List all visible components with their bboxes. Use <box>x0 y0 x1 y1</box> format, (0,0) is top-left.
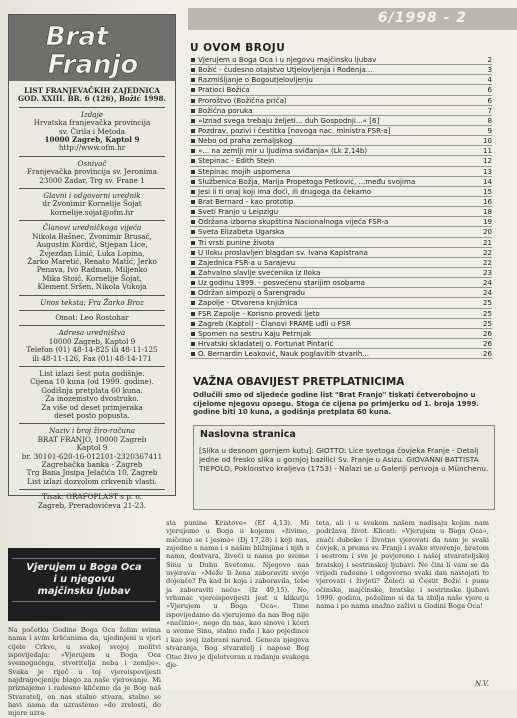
toc-bullet-icon <box>191 200 195 204</box>
pricing-line: Za inozemstvo dvostruko. <box>45 394 139 404</box>
toc-bullet-icon <box>191 170 195 174</box>
toc-item-page: 11 <box>482 146 492 156</box>
board-line: Zvjezdan Linić, Luka Lopina, <box>39 248 145 258</box>
publisher-label: Izdaje <box>81 109 103 119</box>
toc-item <box>190 248 492 258</box>
toc-item-title: Razmišljanje o Bogoutjelovljenju <box>198 75 313 85</box>
toc-item-page: 15 <box>482 186 492 196</box>
toc-item-title: Službenica Božja, Marija Propetoga Petković, ...među svojima <box>198 176 416 186</box>
toc-item <box>190 146 492 156</box>
publisher-line: Hrvatska franjevačka provincija <box>33 118 151 128</box>
toc-bullet-icon <box>191 342 195 346</box>
toc-item-title: Stepinac - Edith Stein <box>198 156 275 166</box>
pricing-line: List izlazi šest puta godišnje. <box>39 368 145 378</box>
toc-item <box>190 227 492 237</box>
board-line: Klement Sršen, Nikola Vukoja <box>37 282 147 292</box>
cover-design: Omot: Leo Rostohar <box>55 312 129 322</box>
toc-item <box>190 217 492 227</box>
issue-number: 6/1998 - 2 <box>377 10 467 26</box>
toc-item-page: 24 <box>482 278 492 288</box>
toc-item-page: 22 <box>482 257 492 267</box>
print-line: Zagreb, Preradovićeva 21-23. <box>37 500 147 510</box>
toc-bullet-icon <box>191 271 195 275</box>
toc-item <box>190 106 492 116</box>
toc-item-title: Uz godinu 1999. - posvećenu starijim osobama <box>198 278 366 288</box>
article-heading-line: Vjerujem u Boga Oca <box>26 562 142 573</box>
toc-bullet-icon <box>191 220 195 224</box>
toc-bullet-icon <box>191 119 195 123</box>
toc-item-title: Pozdrav, pozivi i čestitka [novoga nac. ministra FSR-a] <box>198 125 391 135</box>
toc-item-title: Stepinac mojih uspomena <box>198 166 291 176</box>
toc-item-title: Spomen na sestru Kaju Petrnjak <box>198 328 312 338</box>
logo-text-line2: Franjo <box>47 50 139 80</box>
toc-item-page: 26 <box>482 349 492 359</box>
toc-item-page: 21 <box>482 237 492 247</box>
toc-item-page: 7 <box>487 105 492 115</box>
toc-item-title: Božićna poruka <box>198 105 253 115</box>
toc-item-title: Hrvatski skladatelj o. Fortunat Pintarić <box>198 338 334 348</box>
toc-bullet-icon <box>191 88 195 92</box>
toc-item <box>190 197 492 207</box>
toc-item <box>190 116 492 126</box>
notice-title: VAŽNA OBAVIJEST PRETPLATNICIMA <box>193 376 405 388</box>
toc-item-title: U Iloku proslavljen blagdan sv. Ivana Kapistrana <box>198 247 368 257</box>
address-line: ili 48-11-126, Fax (01) 48-14-171 <box>32 353 152 363</box>
toc-item-title: Brat Bernard - kao prototip <box>198 196 294 206</box>
toc-item-title: Pratioci Božića <box>198 85 250 95</box>
toc-item-page: 25 <box>482 298 492 308</box>
toc-item-title: Zahvalno slavlje svećenika iz Iloka <box>198 267 321 277</box>
publisher-line: sv. Ćirila i Metoda <box>58 126 126 136</box>
toc-item <box>190 288 492 298</box>
toc-bullet-icon <box>191 99 195 103</box>
toc-item-page: 9 <box>487 125 492 135</box>
pricing-line: Cijena 10 kuna (od 1999. godine). <box>30 377 154 387</box>
toc-item-title: O. Bernardin Leaković, Nauk poglavitih stvarih... <box>198 349 370 359</box>
toc-item <box>190 65 492 75</box>
toc-bullet-icon <box>191 261 195 265</box>
toc-item-page: 8 <box>487 115 492 125</box>
toc-item <box>190 349 492 359</box>
toc-bullet-icon <box>191 159 195 163</box>
masthead-text <box>13 87 171 510</box>
pricing-line: Za više od deset primjeraka <box>41 402 143 412</box>
board-label: Članovi uredničkoga vijeća <box>42 223 142 233</box>
article-heading-line: i u njegovu <box>53 574 115 585</box>
toc-item-page: 3 <box>487 65 492 75</box>
account-line: Zagrebačka banka - Zagreb <box>41 460 143 470</box>
toc-item <box>190 319 492 329</box>
toc-item-page: 26 <box>482 338 492 348</box>
founder-line: Franjevačka provincija sv. Jeronima <box>27 167 157 177</box>
toc-item <box>190 339 492 349</box>
toc-item-page: 6 <box>487 95 492 105</box>
toc-item-page: 23 <box>482 267 492 277</box>
toc-item-page: 2 <box>487 55 492 64</box>
masthead-subtitle: LIST FRANJEVAČKIH ZAJEDNICA <box>24 86 160 95</box>
toc-item-title: Sveti Franjo u Leipzigu <box>198 207 279 217</box>
toc-item-title: Zapolje - Otvorena knjižnica <box>198 298 298 308</box>
board-line: Penava, Ivo Radman, Miljenko <box>36 265 148 275</box>
toc-bullet-icon <box>191 241 195 245</box>
toc-item-page: 16 <box>482 196 492 206</box>
toc-item <box>190 85 492 95</box>
toc-item-title: FSR Zapolje - Korisno provedi ljeto <box>198 308 320 318</box>
toc-item-title: Tri vrsti punine života <box>198 237 275 247</box>
publisher-line: http://www.ofm.hr <box>58 143 126 153</box>
toc-bullet-icon <box>191 68 195 72</box>
toc-item-title: Održana izborna skupština Nacionalnoga vijeća FSR-a <box>198 217 389 227</box>
toc-item-title: Zagreb (Kaptol) - Članovi FRAME uđli u FSR <box>198 318 351 328</box>
toc-item-page: 20 <box>482 227 492 237</box>
toc-item-title: Proroštvo (Božićna priča) <box>198 95 287 105</box>
toc-item <box>190 156 492 166</box>
toc-bullet-icon <box>191 109 195 113</box>
article-heading <box>8 548 160 621</box>
toc-item-title: Sveta Elizabeta Ugarska <box>198 227 285 237</box>
toc-item-page: 26 <box>482 328 492 338</box>
address-line: Telefon (01) 48-14-825 ili 48-11-125 <box>26 345 158 355</box>
cover-body: [Slika u desnom gornjem kutu]: GIOTTO: Lice svetoga čovjeka Franje - Detalj jedne od fresko slika u gornjoj bazilici Sv. Franje u Asizu. GIOVANNI BATTISTA TIEPOLO, Poklonstvo kraljeva (1753) - Nalazi se u Galeriji perivoja u Münchenu. <box>199 446 489 474</box>
toc-item <box>190 126 492 136</box>
toc-bullet-icon <box>191 301 195 305</box>
toc-bullet-icon <box>191 149 195 153</box>
board-line: Augustin Kordić, Stjepan Lice, <box>36 240 148 250</box>
toc-item-title: Jesi li ti onaj koji ima doći, ili drugoga da čekamo <box>198 186 372 196</box>
toc-item <box>190 187 492 197</box>
toc-item <box>190 258 492 268</box>
pricing-line: Godišnja pretplata 60 kuna. <box>41 385 143 395</box>
toc-item-page: 18 <box>482 207 492 217</box>
print-line: Tisak: GRAFOPLAST s p. o. <box>42 492 142 502</box>
address-line: 10000 Zagreb, Kaptol 9 <box>48 336 136 346</box>
toc-bullet-icon <box>191 332 195 336</box>
toc-bullet-icon <box>191 291 195 295</box>
toc-item-title: Božić - čudesno otajstvo Utjelovljenja i Rođenja... <box>198 65 373 75</box>
toc-item <box>190 268 492 278</box>
pricing-line: deset posto popusta. <box>54 411 130 420</box>
toc-bullet-icon <box>191 139 195 143</box>
toc-item-title: Nebo od praha zemaljskog <box>198 136 293 146</box>
publisher-line: 10000 Zagreb, Kaptol 9 <box>44 135 140 145</box>
toc-bullet-icon <box>191 180 195 184</box>
toc-bullet-icon <box>191 230 195 234</box>
account-line: Kaptol 9 <box>76 443 108 453</box>
board-line: Žarko Maretić, Renato Matić, Jerko <box>27 256 157 266</box>
toc-item <box>190 167 492 177</box>
toc-bullet-icon <box>191 352 195 356</box>
editor-label: Glavni i odgovorni urednik <box>43 191 141 201</box>
logo-text-line1: Brat <box>45 22 109 52</box>
toc-item-page: 4 <box>487 75 492 85</box>
toc-item-title: »Iznad svega trebaju željeti... duh Gospodnji...« [6] <box>198 115 380 125</box>
article-heading-line: majčinsku ljubav <box>37 586 131 597</box>
toc-bullet-icon <box>191 210 195 214</box>
address-label: Adresa uredništva <box>58 328 126 338</box>
board-line: Nikola Bašnec, Zvonimir Brusač, <box>32 231 152 241</box>
toc-item-page: 25 <box>482 318 492 328</box>
toc-item-page: 14 <box>482 176 492 186</box>
toc-item <box>190 55 492 65</box>
toc-bullet-icon <box>191 251 195 255</box>
toc-item <box>190 298 492 308</box>
toc-bullet-icon <box>191 281 195 285</box>
cover-title: Naslovna stranica <box>200 429 296 440</box>
toc-bullet-icon <box>191 312 195 316</box>
toc-item <box>190 136 492 146</box>
toc-item-title: Vjerujem u Boga Oca i u njegovu majčinsku ljubav <box>198 55 377 64</box>
article-column-1: Na početku Godine Boga Oca želim svima nama i svim kršćanima da, ujedinjeni u vjeri cijele Crkve, u svakoj svojoj molitvi ispovijedaju: »Vjerujem u Boga Oca svemogućega, stvoritelja neba i zemlje«. Svaka je riječ u toj vjeroispovijesti najdragocjenije blago za naše vjerovanje. Mi priznajemo i radosno kličemo da je Bog naš Stvaratelj, on nas stalno stvara, stalno se bavi nama da uzrastemo »do zrelosti, do mjere uzra- <box>8 626 161 718</box>
toc-bullet-icon <box>191 322 195 326</box>
toc-bullet-icon <box>191 190 195 194</box>
article-signature: N.V. <box>475 680 489 688</box>
account-label: Naziv i broj žiro-računa <box>48 426 136 436</box>
account-line: List izlazi dozvolom crkvenih vlasti. <box>27 476 157 486</box>
notice-body: Odlučili smo od sljedeće godine list "Brat Franjo" tiskati četverobojno u cijelome njegovu opsegu. Stoga će cijena po primjerku od 1. broja 1999. godine biti 10 kuna, a godišnja pretplata 60 kuna. <box>193 391 479 417</box>
cover-info-box <box>193 425 495 510</box>
brat-franjo-logo <box>9 15 175 81</box>
account-line: Trg Bana Josipa Jelačića 10, Zagreb <box>26 468 158 478</box>
article-column-3: teta, ali i u svakom našem nadisaju kojim nam podržava život. Klicati: »Vjerujem u Boga Oca«, znači duboko i životno vjerovati da nam je svaki čovjek, a prema sv. Franji i svako stvorenje, bratom i sestrom i sve je povjereno i našoj stvarateljskoj bratskoj i sestrinskoj ljubavi. Ne čini li vam se da vrijedi radosno i odgovorno svaki dan nastojati to vjerovati i živjeti? Želeći si Čestit Božić i punu očinske, majčinske, bratske i sestrinske ljubavi 1999. godinu, poželimo si da ta zbilja naše vjere u nama i po nama snažno zaživi u Godini Boga Oca! <box>316 519 489 611</box>
toc-item <box>190 177 492 187</box>
toc-item <box>190 278 492 288</box>
toc-item-page: 22 <box>482 247 492 257</box>
masthead-issue-line: GOD. XXIII. BR. 6 (126), Božić 1998. <box>17 94 167 104</box>
toc-item <box>190 309 492 319</box>
toc-item <box>190 96 492 106</box>
toc-bullet-icon <box>191 78 195 82</box>
issue-header-bar <box>188 8 517 30</box>
toc-item-title: Održan simpozij o Šarengradu <box>198 288 305 298</box>
editor-line: dr Zvonimir Kornelije Šojat <box>42 199 142 209</box>
toc-item-page: 13 <box>482 166 492 176</box>
toc-item <box>190 207 492 217</box>
account-line: BRAT FRANJO, 10000 Zagreb <box>37 434 147 444</box>
toc-item-page: 12 <box>482 156 492 166</box>
toc-bullet-icon <box>191 129 195 133</box>
toc-item-page: 10 <box>482 136 492 146</box>
account-line: br. 30101-620-16-012101-2320367411 <box>21 451 163 461</box>
toc-item <box>190 75 492 85</box>
toc-item <box>190 238 492 248</box>
toc-bullet-icon <box>191 58 195 62</box>
founder-line: 23000 Zadar, Trg sv. Frane 1 <box>39 175 145 185</box>
toc-item-page: 24 <box>482 288 492 298</box>
toc-item-page: 6 <box>487 85 492 95</box>
editor-line: kornelije.sojat@ofm.hr <box>50 207 134 217</box>
toc-item-page: 25 <box>482 308 492 318</box>
masthead-box <box>8 14 176 510</box>
toc-item-page: 19 <box>482 217 492 227</box>
text-entry: Unos teksta: Fra Žarko Broz <box>40 297 144 307</box>
toc-item-title: »... na zemlji mir u ljudima sviđanja« (Lk 2,14b) <box>198 146 368 156</box>
founder-label: Osnivač <box>77 158 107 168</box>
article-column-2: sta punine Kristove« (Ef 4,13). Mi vjerujemo u Boga u kojemu »živimo, mičemo se i jesmo« (Dj 17,28) i koji nas, zajedno s nama i s našim bližnjima i njih s nama, dostvara, živeći u nama po svome Sinu u Duhu Svetomu. Njegovo nas uvjerava: »Može li žena zaboraviti svoje dojenče? Pa kad bi koja i zaboravila, tebe ja zaboraviti neću« (Iz 49,15). No, vrhunac vjeroispovijesti jest u klikutju »Vjerujem u Boga Oca«. Time ispovijedamo da vjerujemo da nas Bog nije »načinio«, nego da nas, kao sinove i kćeri u svome Sinu, stalno rađa i kao pojedince i kao svoj izabrani narod. Geneza njegova stvaranja, Bog stvaratelj i napose Bog Otac živo je djelotvoran u rađanju svakoga dje- <box>166 519 309 669</box>
board-line: Mika Stoić, Kornelije Šojat, <box>42 273 142 283</box>
toc-item-title: Zajednica FSR-a u Sarajevu <box>198 257 296 267</box>
toc-item <box>190 329 492 339</box>
table-of-contents <box>190 55 492 359</box>
toc-title: U OVOM BROJU <box>190 42 286 54</box>
